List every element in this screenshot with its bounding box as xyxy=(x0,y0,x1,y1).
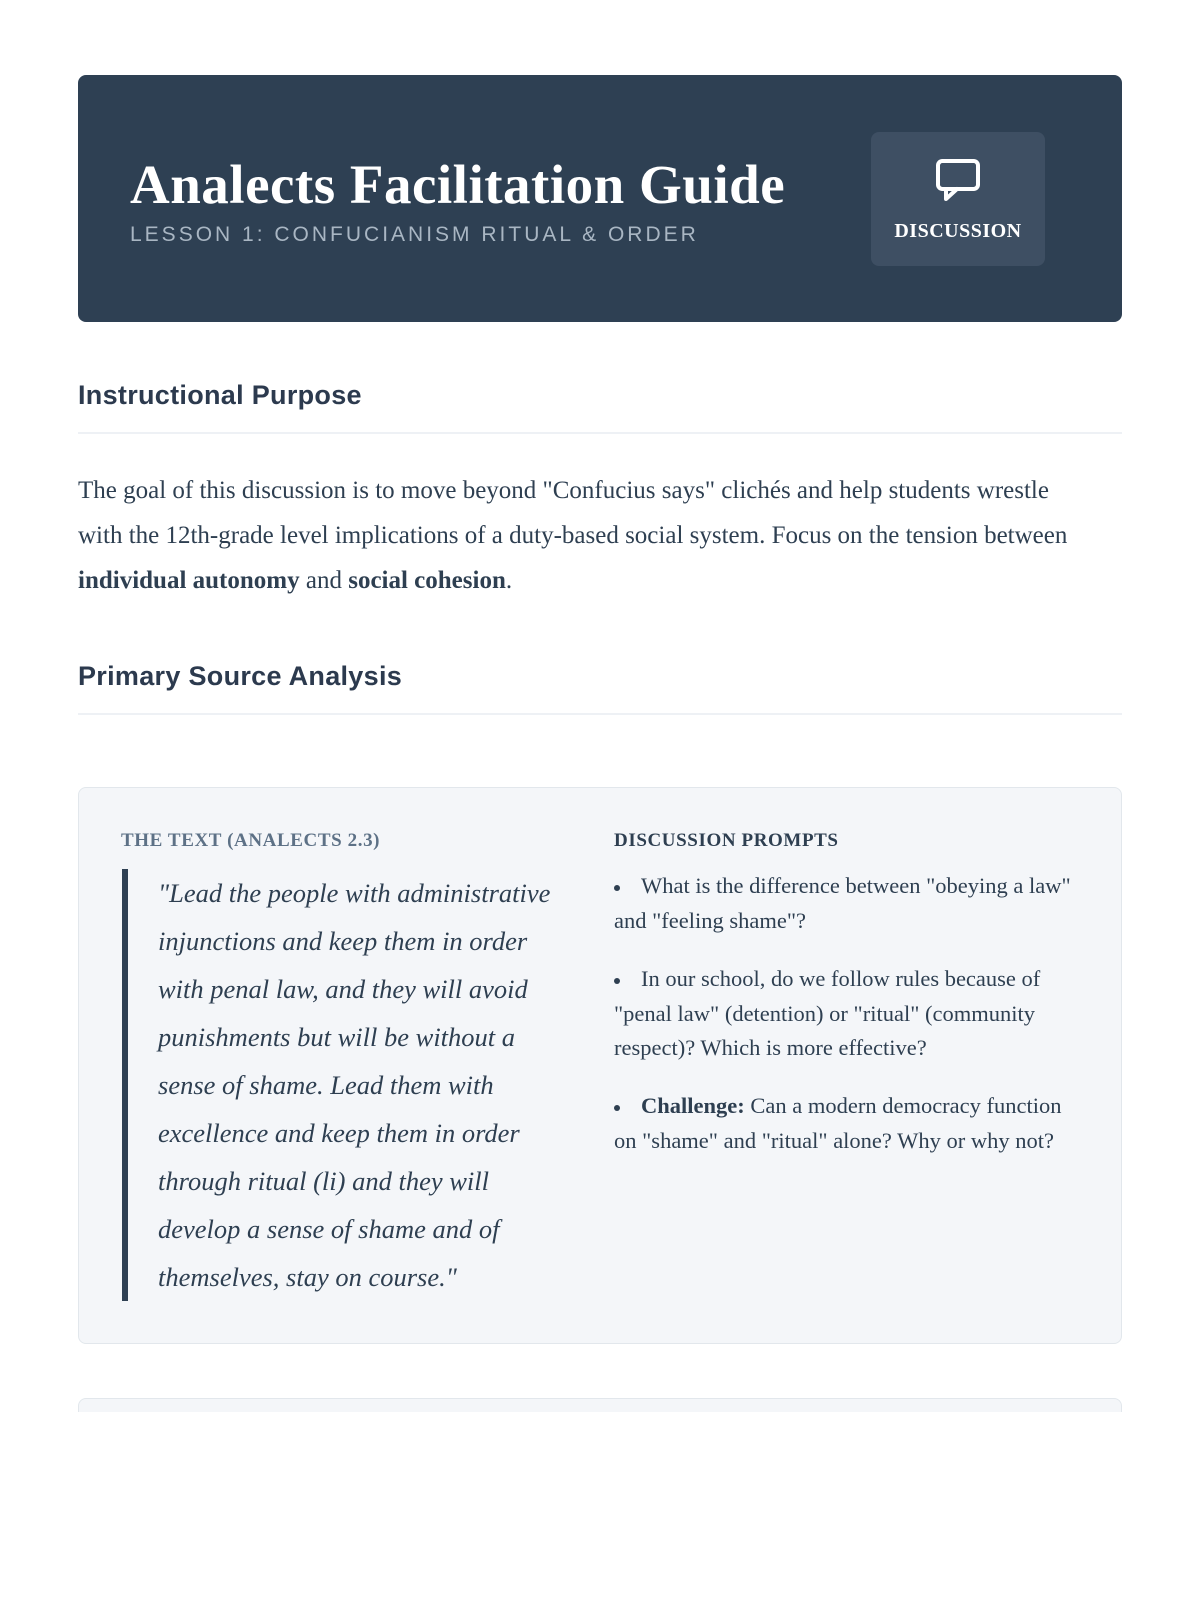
bold-term-social-cohesion: social cohesion xyxy=(348,567,506,594)
source-text-column xyxy=(121,830,586,1301)
analects-quote: "Lead the people with administrative injunctions and keep them in order with penal law, and they will avoid punishments but will be without a sense of shame. Lead them with excellence and keep them in order through ritual (li) and they will develop a sense of shame and of themselves, stay on course." xyxy=(122,869,572,1301)
purpose-text-2: and xyxy=(299,567,349,594)
speech-bubble-icon xyxy=(932,155,984,210)
section-divider xyxy=(78,713,1122,715)
section-divider xyxy=(78,432,1122,434)
prompt-item xyxy=(614,869,1079,938)
section-heading-instructional-purpose: Instructional Purpose xyxy=(78,380,362,410)
discussion-badge[interactable] xyxy=(871,132,1045,266)
prompts-list xyxy=(614,869,1079,1158)
discussion-badge-label: DISCUSSION xyxy=(894,219,1022,242)
section-heading-primary-source-analysis: Primary Source Analysis xyxy=(78,661,403,691)
next-card-preview xyxy=(78,1398,1122,1412)
header-titles xyxy=(130,150,785,248)
prompt-text: In our school, do we follow rules because of "penal law" (detention) or "ritual" (community respect)? Which is more effective? xyxy=(614,966,1041,1060)
purpose-text-3: . xyxy=(505,567,513,594)
prompt-item xyxy=(614,1089,1079,1158)
header-banner xyxy=(78,75,1122,322)
prompt-text: Can a modern democracy function on "shame" and "ritual" alone? Why or why not? xyxy=(614,1093,1062,1153)
discussion-prompts-label: DISCUSSION PROMPTS xyxy=(614,830,839,851)
prompt-text: What is the difference between "obeying a law" and "feeling shame"? xyxy=(614,873,1071,933)
source-analysis-card xyxy=(78,787,1122,1344)
purpose-paragraph xyxy=(78,468,1088,603)
prompt-item xyxy=(614,962,1079,1065)
page-subtitle: LESSON 1: CONFUCIANISM RITUAL & ORDER xyxy=(130,223,699,247)
bold-term-individual-autonomy: individual autonomy xyxy=(78,567,300,594)
page-title: Analects Facilitation Guide xyxy=(130,153,786,215)
discussion-prompts-column xyxy=(614,830,1079,1301)
source-text-label: THE TEXT (ANALECTS 2.3) xyxy=(121,830,381,851)
prompt-bold: Challenge: xyxy=(641,1093,745,1118)
purpose-text-1: The goal of this discussion is to move beyond "Confucius says" clichés and help students wrestle with the 12th-grade level implications of a duty-based social system. Focus on the tension between xyxy=(78,477,1068,549)
